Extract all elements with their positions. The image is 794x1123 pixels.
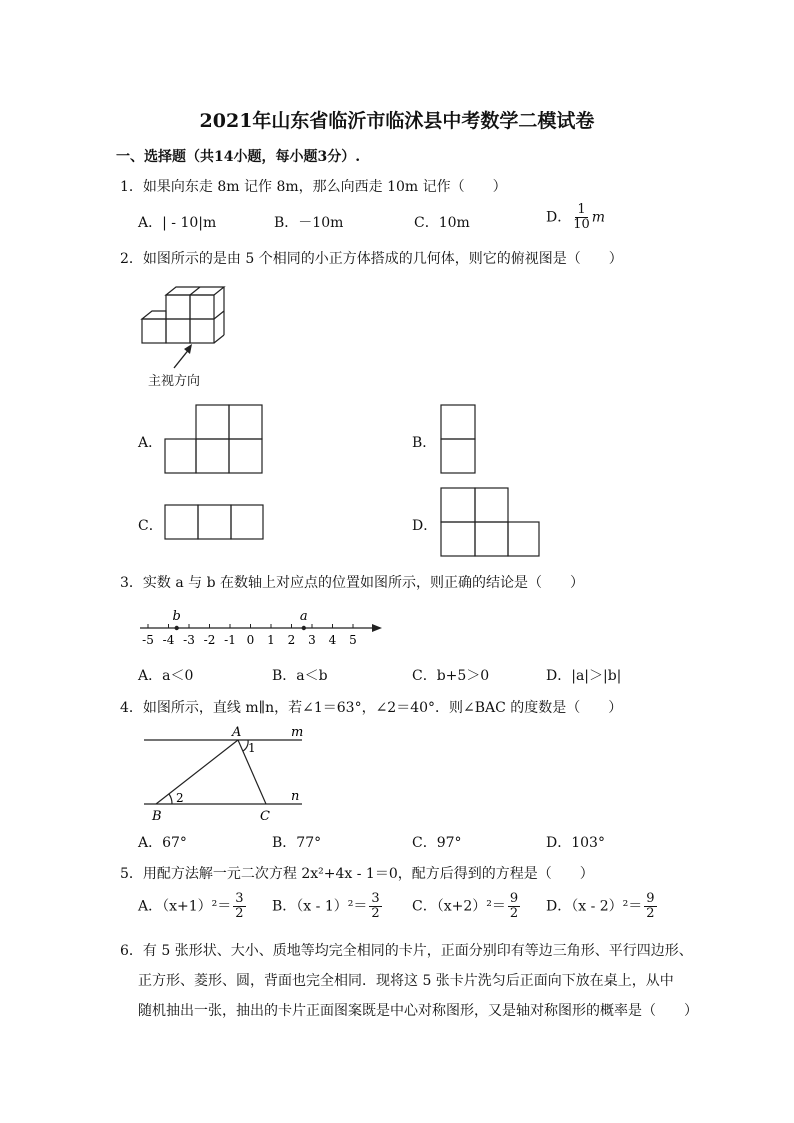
question-6-line-2: 正方形、菱形、圆，背面也完全相同．现将这 5 张卡片洗匀后正面向下放在桌上，从中	[138, 973, 674, 989]
tick-label: 4	[328, 633, 337, 647]
tick-label: -4	[162, 633, 175, 647]
q2-option-c-label: C．	[138, 518, 163, 534]
angle-1-label: 1	[248, 741, 256, 755]
q5-option-b-fraction	[369, 892, 381, 921]
segment-ab	[156, 740, 238, 804]
q5-option-c	[412, 892, 522, 921]
q1-option-c: C．10m	[414, 215, 470, 231]
question-2-text: 2．如图所示的是由 5 个相同的小正方体搭成的几何体，则它的俯视图是（ ）	[120, 251, 623, 267]
q3-option-d: D．|a|＞|b|	[546, 668, 622, 684]
q4-option-c: C．97°	[412, 835, 462, 851]
cube-solid-figure	[136, 280, 236, 370]
q5-option-a-fraction	[233, 892, 245, 921]
q5-option-c-fraction	[508, 892, 520, 921]
q3-option-a: A．a＜0	[138, 668, 194, 684]
q1-option-d	[546, 203, 605, 232]
view-direction-label: 主视方向	[148, 374, 201, 389]
tick-label: 0	[246, 633, 255, 647]
fraction-numerator: 1	[577, 202, 586, 217]
question-6-line-1: 6．有 5 张形状、大小、质地等均完全相同的卡片，正面分别印有等边三角形、平行四边形、	[120, 943, 693, 959]
q1-option-d-unit: m	[591, 209, 606, 226]
page-title: 2021年山东省临沂市临沭县中考数学二模试卷	[199, 110, 595, 132]
number-line	[136, 604, 386, 652]
tick-label: -3	[183, 633, 195, 647]
tick-label: 1	[267, 633, 275, 647]
q2-option-a-label: A．	[138, 435, 163, 451]
point-b-label: B	[152, 809, 162, 824]
q1-option-a: A．| - 10|m	[138, 215, 217, 231]
point-b-label: b	[172, 609, 181, 624]
q5-option-d-fraction	[644, 892, 656, 921]
tick-label: -1	[224, 633, 236, 647]
tick-label: 3	[308, 633, 316, 647]
q5-option-d-lhs: D．（x - 2）²＝	[546, 898, 643, 915]
point-c-label: C	[260, 809, 270, 824]
fraction-denominator: 2	[646, 906, 655, 921]
question-3-text: 3．实数 a 与 b 在数轴上对应点的位置如图所示，则正确的结论是（ ）	[120, 575, 585, 591]
q1-option-b: B．－10m	[274, 215, 344, 231]
fraction-numerator: 3	[371, 891, 380, 906]
fraction-denominator: 2	[371, 906, 380, 921]
fraction-numerator: 9	[509, 891, 519, 906]
axis-arrow-icon	[372, 624, 382, 632]
q3-option-c: C．b+5＞0	[412, 668, 490, 684]
section-heading: 一、选择题（共14小题，每小题3分）.	[116, 149, 361, 165]
fraction-numerator: 9	[646, 891, 655, 906]
q2-option-b-figure	[440, 404, 478, 476]
line-m-label: m	[291, 725, 304, 740]
point-a-label: a	[299, 609, 308, 624]
line-n-label: n	[291, 789, 300, 804]
q1-option-d-prefix: D．	[546, 209, 572, 226]
question-6-line-3: 随机抽出一张，抽出的卡片正面图案既是中心对称图形，又是轴对称图形的概率是（ ）	[138, 1003, 698, 1019]
parallel-lines-figure	[136, 722, 316, 826]
angle-2-label: 2	[176, 791, 184, 805]
q4-option-a: A．67°	[138, 835, 187, 851]
tick-label: 5	[349, 633, 357, 647]
question-1-text: 1．如果向东走 8m 记作 8m，那么向西走 10m 记作（ ）	[120, 179, 507, 195]
q5-option-d	[546, 892, 659, 921]
question-4-text: 4．如图所示，直线 m∥n，若∠1＝63°，∠2＝40°．则∠BAC 的度数是（ ）	[120, 700, 623, 716]
fraction-denominator: 2	[235, 906, 244, 921]
fraction-denominator: 2	[509, 906, 519, 921]
q2-option-d-label: D．	[412, 518, 438, 534]
q5-option-c-lhs: C．（x+2）²＝	[412, 898, 506, 915]
tick-label: -5	[142, 633, 154, 647]
q5-option-b	[272, 892, 384, 921]
q2-option-c-figure	[164, 504, 266, 542]
q3-option-b: B．a＜b	[272, 668, 328, 684]
point-a-label: A	[232, 725, 242, 740]
q5-option-b-lhs: B．（x - 1）²＝	[272, 898, 368, 915]
q1-option-d-fraction	[573, 203, 590, 232]
q2-option-d-figure	[440, 487, 542, 559]
q5-option-a-lhs: A．（x+1）²＝	[138, 898, 232, 915]
q2-option-b-label: B．	[412, 435, 437, 451]
fraction-numerator: 3	[235, 891, 244, 906]
q4-option-d: D．103°	[546, 835, 605, 851]
tick-label: 2	[287, 633, 296, 647]
tick-label: -2	[203, 633, 216, 647]
q4-option-b: B．77°	[272, 835, 322, 851]
point-a-dot	[302, 626, 306, 630]
q2-option-a-figure	[164, 404, 266, 476]
fraction-denominator: 10	[573, 217, 590, 232]
angle-2-arc	[169, 794, 172, 804]
question-5-text: 5．用配方法解一元二次方程 2x²+4x - 1＝0，配方后得到的方程是（ ）	[120, 866, 594, 882]
q5-option-a	[138, 892, 248, 921]
point-b-dot	[175, 626, 179, 630]
arrow-head-icon	[184, 344, 192, 354]
